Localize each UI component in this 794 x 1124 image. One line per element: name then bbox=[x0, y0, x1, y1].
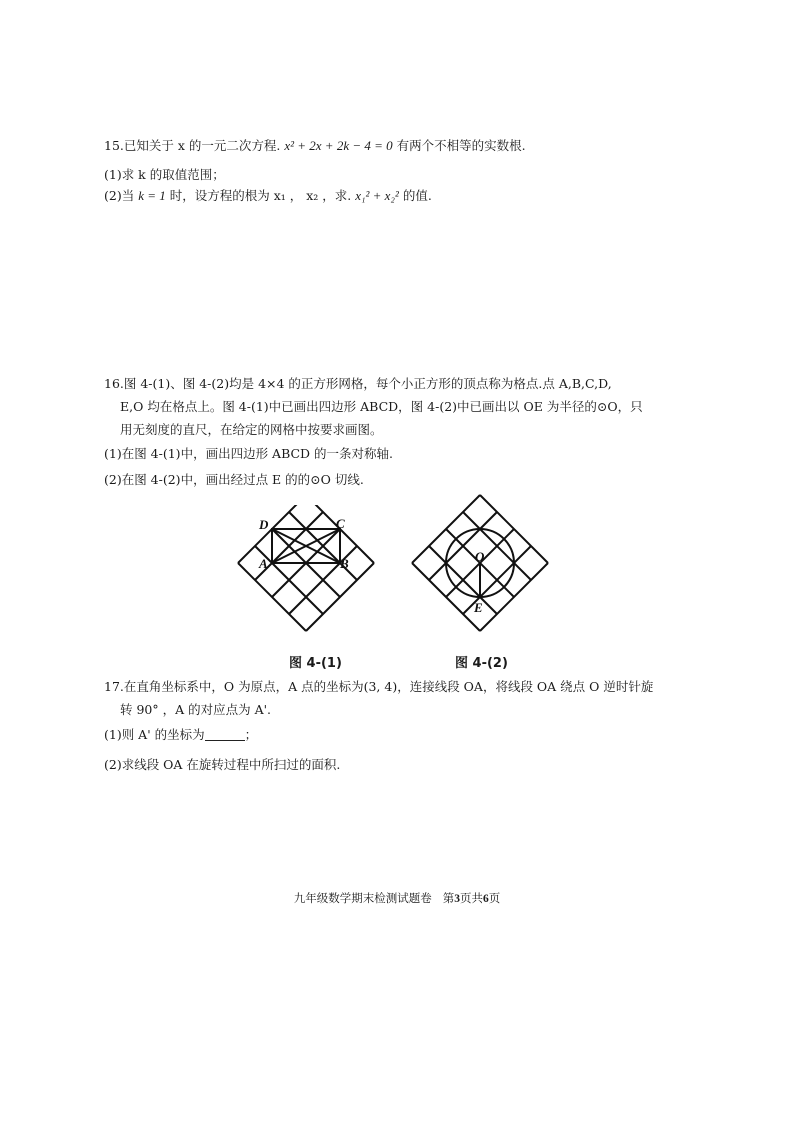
q17-stem-line1: 17.在直角坐标系中，O 为原点，A 点的坐标为(3, 4)，连接线段 OA，将线段 OA 绕点 O 逆时针旋 bbox=[104, 679, 654, 694]
footer-page-number: 3 bbox=[454, 893, 460, 905]
q17-part1-suffix: ； bbox=[244, 727, 258, 742]
q16-stem-line3: 用无刻度的直尺，在给定的网格中按要求画图。 bbox=[120, 422, 383, 437]
q15-equation: x² + 2x + 2k − 4 = 0 bbox=[284, 138, 393, 153]
q15-part2-mid: 时，设方程的根为 x₁ ， x₂ ，求. bbox=[169, 188, 356, 203]
footer-page-suffix: 页 bbox=[488, 891, 501, 905]
figure-4-2-caption: 图 4-(2) bbox=[455, 656, 508, 671]
q15-part2 bbox=[104, 186, 432, 204]
label-o: O bbox=[475, 549, 485, 564]
figure-4-2 bbox=[405, 490, 560, 635]
label-b: B bbox=[340, 556, 349, 571]
footer-page-mid: 页共 bbox=[459, 891, 483, 905]
label-d: D bbox=[259, 517, 269, 532]
footer-page-total: 6 bbox=[482, 893, 489, 905]
label-e: E bbox=[474, 600, 483, 615]
answer-blank bbox=[205, 728, 245, 741]
q15-part2-expr: x₁² + x₂² bbox=[355, 188, 399, 203]
label-a: A bbox=[259, 556, 268, 571]
q17-part1 bbox=[104, 725, 257, 743]
q16-part2: (2)在图 4-(2)中，画出经过点 E 的的⊙O 切线. bbox=[104, 472, 364, 487]
label-c: C bbox=[336, 516, 345, 531]
q15-part2-math: k = 1 bbox=[138, 188, 166, 203]
footer-page-prefix: 第 bbox=[442, 891, 455, 905]
q15-part2-suffix: 的值. bbox=[402, 188, 432, 203]
q15-part1: (1)求 k 的取值范围； bbox=[104, 167, 225, 182]
q15-part2-prefix: (2)当 bbox=[104, 188, 139, 203]
footer-title: 九年级数学期末检测试题卷 bbox=[293, 891, 432, 905]
q16-stem-line2: E,O 均在格点上。图 4-(1)中已画出四边形 ABCD，图 4-(2)中已画出以 OE 为半径的⊙O，只 bbox=[120, 399, 643, 414]
q15-stem-prefix: 15.已知关于 x 的一元二次方程. bbox=[104, 138, 281, 153]
q16-stem-line1: 16.图 4-(1)、图 4-(2)均是 4×4 的正方形网格，每个小正方形的顶点称为格点.点 A,B,C,D, bbox=[104, 376, 612, 391]
page-footer bbox=[0, 890, 794, 906]
q15-stem-suffix: 有两个不相等的实数根. bbox=[396, 138, 526, 153]
figure-4-1 bbox=[225, 505, 385, 640]
q15-stem bbox=[104, 136, 526, 154]
quadrilateral-abcd bbox=[272, 529, 340, 563]
q16-part1: (1)在图 4-(1)中，画出四边形 ABCD 的一条对称轴. bbox=[104, 446, 394, 461]
q17-part2: (2)求线段 OA 在旋转过程中所扫过的面积. bbox=[104, 757, 341, 772]
q17-part1-prefix: (1)则 A' 的坐标为 bbox=[104, 727, 205, 742]
figure-4-1-caption: 图 4-(1) bbox=[289, 656, 342, 671]
q17-stem-line2: 转 90° ，A 的对应点为 A'. bbox=[120, 702, 272, 717]
